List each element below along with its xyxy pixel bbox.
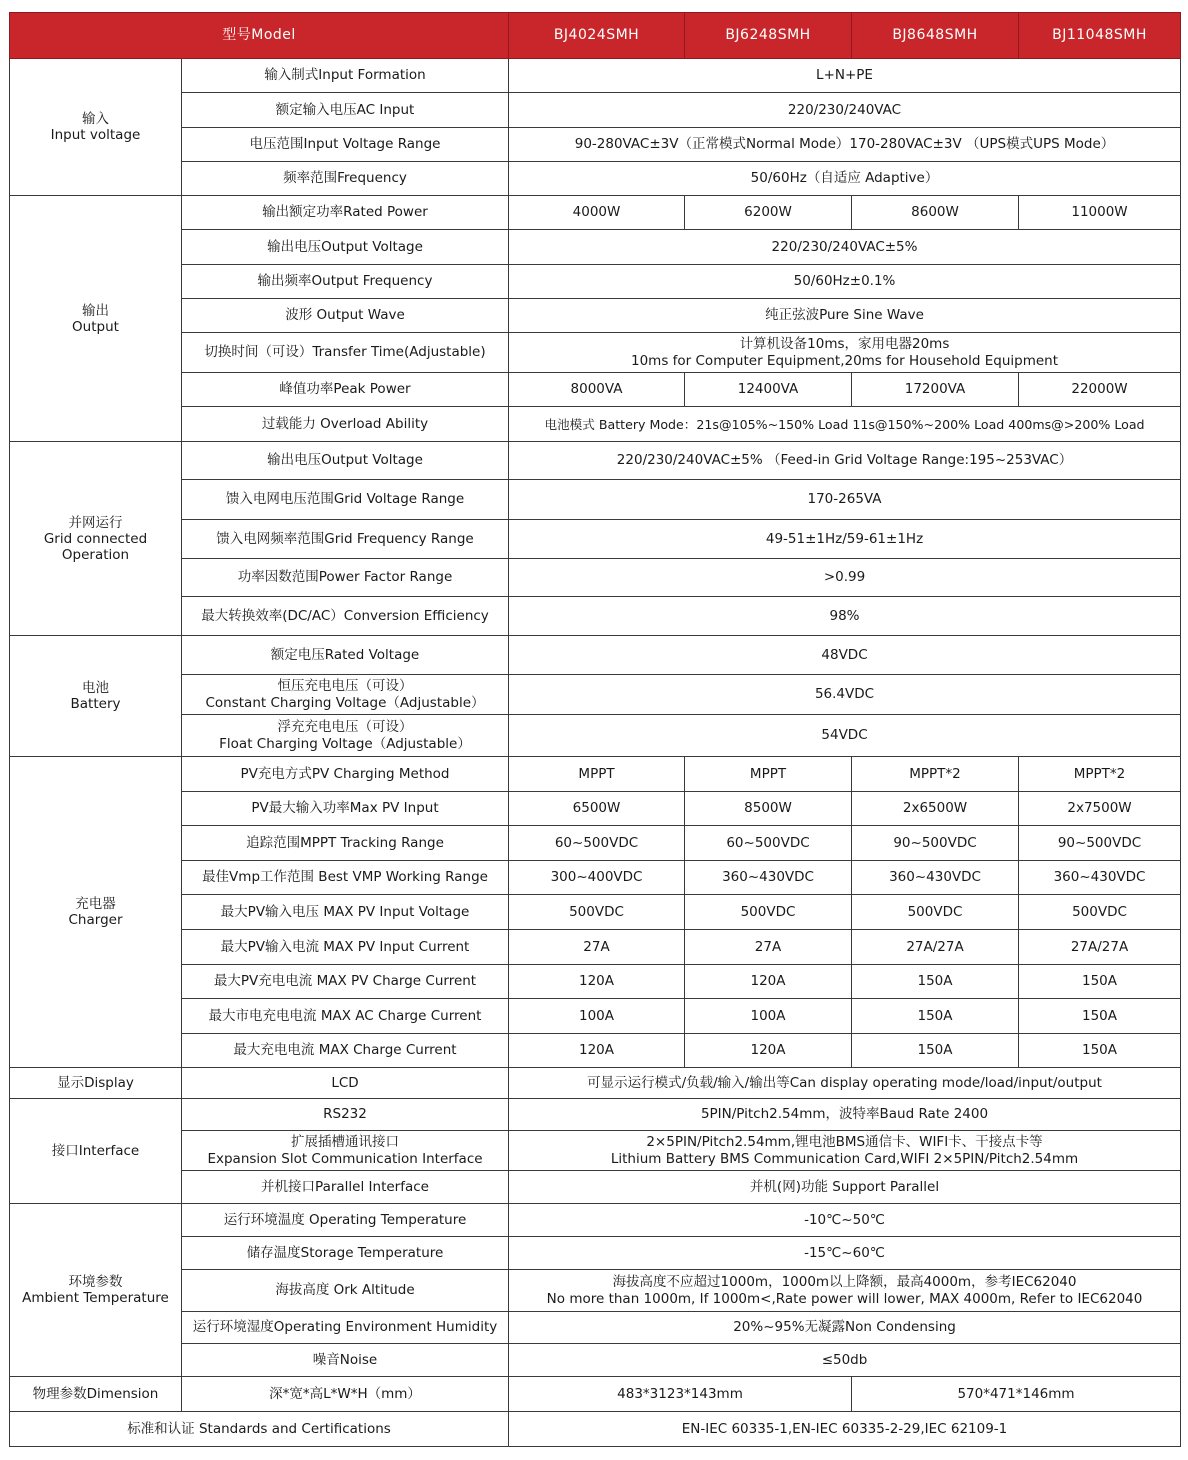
spec-value: 500VDC — [509, 895, 685, 930]
spec-row — [10, 1131, 1181, 1171]
spec-body — [10, 59, 1181, 1447]
spec-row — [10, 895, 1181, 930]
spec-row — [10, 442, 1181, 480]
spec-value: 150A — [1019, 999, 1181, 1034]
item-label — [182, 1204, 509, 1237]
category-label — [10, 636, 182, 757]
spec-row — [10, 196, 1181, 230]
category-label — [10, 1068, 182, 1099]
spec-row — [10, 1344, 1181, 1377]
model-name: BJ8648SMH — [852, 13, 1019, 59]
category-line: Operation — [61, 546, 130, 563]
spec-value: 150A — [852, 999, 1019, 1034]
item-line: 海拔高度 Ork Altitude — [275, 1282, 415, 1298]
spec-value: MPPT*2 — [852, 757, 1019, 792]
spec-value: 可显示运行模式/负载/输入/输出等Can display operating mode/load/input/output — [509, 1068, 1181, 1099]
item-line: 电压范围Input Voltage Range — [249, 136, 441, 152]
spec-value: 500VDC — [1019, 895, 1181, 930]
spec-value: 12400VA — [685, 373, 852, 407]
item-line: 峰值功率Peak Power — [279, 381, 411, 397]
category-line: 输入 — [82, 111, 109, 127]
category-line: Charger — [68, 912, 123, 928]
spec-row — [10, 299, 1181, 333]
spec-row — [10, 59, 1181, 93]
spec-row — [10, 965, 1181, 999]
category-line: 物理参数Dimension — [32, 1386, 159, 1402]
item-label — [182, 999, 509, 1034]
item-label — [182, 1312, 509, 1344]
spec-value: 220/230/240VAC — [509, 93, 1181, 128]
cell-line: 海拔高度不应超过1000m，1000m以上降额，最高4000m，参考IEC62040 — [612, 1273, 1077, 1290]
item-label — [182, 965, 509, 999]
cell-line: No more than 1000m, If 1000m<,Rate power will lower, MAX 4000m, Refer to IEC62040 — [546, 1290, 1143, 1307]
spec-row — [10, 1171, 1181, 1204]
category-line: Ambient Temperature — [22, 1290, 169, 1306]
item-line: 运行环境温度 Operating Temperature — [223, 1211, 467, 1228]
model-name: BJ11048SMH — [1019, 13, 1181, 59]
item-label — [182, 230, 509, 265]
item-label — [182, 675, 509, 715]
item-line: 输出电压Output Voltage — [267, 452, 423, 468]
item-label — [182, 792, 509, 826]
item-label — [182, 128, 509, 162]
spec-value: 360~430VDC — [1019, 861, 1181, 895]
spec-row — [10, 93, 1181, 128]
spec-value: 360~430VDC — [852, 861, 1019, 895]
spec-value: 100A — [685, 999, 852, 1034]
spec-row — [10, 675, 1181, 715]
spec-value: 6500W — [509, 792, 685, 826]
spec-value: 90~500VDC — [1019, 826, 1181, 861]
item-line: LCD — [331, 1074, 359, 1091]
item-label — [182, 162, 509, 196]
item-line: 运行环境湿度Operating Environment Humidity — [192, 1319, 498, 1335]
cell-line: 10ms for Computer Equipment,20ms for Household Equipment — [631, 352, 1059, 369]
spec-value: 60~500VDC — [685, 826, 852, 861]
item-line: 最大转换效率(DC/AC）Conversion Efficiency — [201, 607, 489, 624]
spec-value: 27A/27A — [852, 930, 1019, 965]
category-label — [10, 757, 182, 1068]
spec-value: ≤50db — [509, 1344, 1181, 1377]
spec-value: 220/230/240VAC±5% （Feed-in Grid Voltage Range:195~253VAC） — [509, 442, 1181, 480]
item-line: 深*宽*高L*W*H（mm） — [269, 1385, 421, 1402]
spec-value: 170-265VA — [509, 480, 1181, 520]
spec-value: MPPT*2 — [1019, 757, 1181, 792]
item-line: 过载能力 Overload Ability — [261, 415, 429, 432]
item-label — [182, 299, 509, 333]
spec-row — [10, 636, 1181, 675]
standards-label: 标准和认证 Standards and Certifications — [10, 1412, 509, 1447]
spec-row — [10, 597, 1181, 636]
item-label — [182, 715, 509, 757]
spec-value: 2x6500W — [852, 792, 1019, 826]
item-line: 噪音Noise — [312, 1351, 378, 1368]
item-line: 储存温度Storage Temperature — [246, 1244, 444, 1261]
spec-row — [10, 1237, 1181, 1270]
spec-row — [10, 1068, 1181, 1099]
spec-row — [10, 520, 1181, 559]
item-line: 波形 Output Wave — [285, 307, 405, 323]
category-line: 充电器 — [75, 896, 116, 912]
model-header-label: 型号Model — [10, 13, 509, 59]
spec-row — [10, 559, 1181, 597]
item-line: PV最大输入功率Max PV Input — [251, 800, 439, 816]
spec-value: 50/60Hz±0.1% — [509, 265, 1181, 299]
spec-value: 60~500VDC — [509, 826, 685, 861]
spec-table — [9, 12, 1181, 1447]
spec-value: 6200W — [685, 196, 852, 230]
item-label — [182, 1344, 509, 1377]
item-label — [182, 442, 509, 480]
spec-row — [10, 373, 1181, 407]
item-line: Expansion Slot Communication Interface — [207, 1150, 483, 1167]
spec-row — [10, 1412, 1181, 1447]
spec-value: 22000W — [1019, 373, 1181, 407]
item-label — [182, 826, 509, 861]
item-label — [182, 757, 509, 792]
item-line: 追踪范围MPPT Tracking Range — [246, 834, 444, 851]
model-name: BJ4024SMH — [509, 13, 685, 59]
category-label — [10, 196, 182, 442]
item-line: 最佳Vmp工作范围 Best VMP Working Range — [202, 869, 488, 885]
spec-value: 120A — [685, 1034, 852, 1068]
spec-value: 56.4VDC — [509, 675, 1181, 715]
model-name: BJ6248SMH — [685, 13, 852, 59]
item-line: 额定电压Rated Voltage — [270, 646, 420, 663]
item-line: 最大PV充电电流 MAX PV Charge Current — [213, 973, 477, 989]
item-line: 额定输入电压AC Input — [275, 101, 415, 118]
item-label — [182, 559, 509, 597]
item-line: 输出频率Output Frequency — [257, 273, 433, 289]
spec-value: 27A — [509, 930, 685, 965]
item-line: 切换时间（可设）Transfer Time(Adjustable) — [204, 344, 486, 360]
spec-value: 电池模式 Battery Mode：21s@105%~150% Load 11s@150%~200% Load 400ms@>200% Load — [509, 407, 1181, 442]
item-line: Constant Charging Voltage（Adjustable） — [205, 694, 485, 711]
item-line: 馈入电网频率范围Grid Frequency Range — [216, 530, 474, 547]
category-line: 环境参数 — [68, 1274, 123, 1290]
spec-value: 150A — [852, 1034, 1019, 1068]
spec-value — [509, 1270, 1181, 1312]
spec-value: 20%~95%无凝露Non Condensing — [509, 1312, 1181, 1344]
spec-value — [509, 1131, 1181, 1171]
category-line: Output — [72, 318, 119, 335]
item-label — [182, 1068, 509, 1099]
item-label — [182, 1270, 509, 1312]
spec-value — [509, 333, 1181, 373]
item-line: 输出额定功率Rated Power — [262, 204, 428, 220]
category-label — [10, 59, 182, 196]
spec-row — [10, 1034, 1181, 1068]
item-label — [182, 1131, 509, 1171]
spec-value: 27A/27A — [1019, 930, 1181, 965]
spec-value: 2x7500W — [1019, 792, 1181, 826]
spec-row — [10, 1377, 1181, 1412]
cell-line: Lithium Battery BMS Communication Card,WIFI 2×5PIN/Pitch2.54mm — [610, 1150, 1079, 1167]
spec-value: 120A — [685, 965, 852, 999]
item-label — [182, 333, 509, 373]
item-label — [182, 59, 509, 93]
spec-row — [10, 128, 1181, 162]
spec-value: 98% — [509, 597, 1181, 636]
item-line: 频率范围Frequency — [283, 170, 407, 186]
spec-value: 50/60Hz（自适应 Adaptive） — [509, 162, 1181, 196]
category-line: 输出 — [82, 302, 109, 319]
spec-value: 90~500VDC — [852, 826, 1019, 861]
spec-row — [10, 1312, 1181, 1344]
spec-value: 570*471*146mm — [852, 1377, 1181, 1412]
item-line: RS232 — [323, 1106, 367, 1122]
category-line: 并网运行 — [68, 514, 123, 531]
spec-value: 90-280VAC±3V（正常模式Normal Mode）170-280VAC±3V （UPS模式UPS Mode） — [509, 128, 1181, 162]
category-line: 电池 — [82, 680, 109, 696]
spec-row — [10, 1099, 1181, 1131]
spec-value: 48VDC — [509, 636, 1181, 675]
item-line: 浮充充电电压（可设） — [277, 718, 413, 735]
spec-row — [10, 792, 1181, 826]
item-label — [182, 597, 509, 636]
item-line: 功率因数范围Power Factor Range — [237, 569, 453, 585]
spec-row — [10, 162, 1181, 196]
spec-row — [10, 333, 1181, 373]
item-label — [182, 196, 509, 230]
spec-value: 54VDC — [509, 715, 1181, 757]
spec-value: 49-51±1Hz/59-61±1Hz — [509, 520, 1181, 559]
item-label — [182, 265, 509, 299]
spec-value: 8500W — [685, 792, 852, 826]
spec-row — [10, 715, 1181, 757]
spec-row — [10, 861, 1181, 895]
item-line: 最大PV输入电流 MAX PV Input Current — [220, 938, 470, 955]
spec-value: >0.99 — [509, 559, 1181, 597]
spec-row — [10, 826, 1181, 861]
category-line: 接口Interface — [51, 1143, 140, 1159]
spec-value: 100A — [509, 999, 685, 1034]
item-label — [182, 1171, 509, 1204]
item-line: 并机接口Parallel Interface — [261, 1178, 429, 1195]
spec-value: EN-IEC 60335-1,EN-IEC 60335-2-29,IEC 62109-1 — [509, 1412, 1181, 1447]
spec-row — [10, 1270, 1181, 1312]
item-label — [182, 895, 509, 930]
header-row — [10, 13, 1181, 59]
category-line: Grid connected — [43, 530, 148, 547]
item-line: 馈入电网电压范围Grid Voltage Range — [225, 491, 465, 507]
item-label — [182, 93, 509, 128]
spec-value: 220/230/240VAC±5% — [509, 230, 1181, 265]
spec-value: MPPT — [509, 757, 685, 792]
spec-value: 并机(网)功能 Support Parallel — [509, 1171, 1181, 1204]
item-line: 输入制式Input Formation — [264, 67, 426, 83]
spec-value: 150A — [852, 965, 1019, 999]
spec-value: 17200VA — [852, 373, 1019, 407]
spec-value: MPPT — [685, 757, 852, 792]
spec-row — [10, 757, 1181, 792]
spec-value: 120A — [509, 1034, 685, 1068]
item-line: Float Charging Voltage（Adjustable） — [219, 735, 471, 752]
item-label — [182, 1237, 509, 1270]
item-line: 恒压充电电压（可设） — [277, 677, 413, 694]
item-line: 最大市电充电电流 MAX AC Charge Current — [208, 1007, 482, 1024]
spec-value: -10℃~50℃ — [509, 1204, 1181, 1237]
spec-row — [10, 265, 1181, 299]
spec-row — [10, 480, 1181, 520]
spec-value: 300~400VDC — [509, 861, 685, 895]
item-label — [182, 861, 509, 895]
item-label — [182, 480, 509, 520]
spec-row — [10, 999, 1181, 1034]
spec-value: -15℃~60℃ — [509, 1237, 1181, 1270]
category-line: Input voltage — [50, 127, 141, 143]
category-label — [10, 442, 182, 636]
spec-value: 120A — [509, 965, 685, 999]
spec-value: 150A — [1019, 1034, 1181, 1068]
item-label — [182, 1099, 509, 1131]
item-label — [182, 1377, 509, 1412]
item-line: 最大PV输入电压 MAX PV Input Voltage — [220, 903, 470, 920]
spec-row — [10, 1204, 1181, 1237]
category-label — [10, 1204, 182, 1377]
spec-row — [10, 407, 1181, 442]
category-label — [10, 1377, 182, 1412]
category-line: Battery — [70, 696, 121, 712]
spec-value: 11000W — [1019, 196, 1181, 230]
spec-value: 纯正弦波Pure Sine Wave — [509, 299, 1181, 333]
spec-value: 4000W — [509, 196, 685, 230]
spec-value: 500VDC — [685, 895, 852, 930]
item-line: 扩展插槽通讯接口 — [291, 1133, 399, 1150]
spec-value: 8600W — [852, 196, 1019, 230]
item-label — [182, 373, 509, 407]
item-label — [182, 407, 509, 442]
cell-line: 计算机设备10ms，家用电器20ms — [739, 335, 950, 352]
spec-value: 8000VA — [509, 373, 685, 407]
spec-value: 150A — [1019, 965, 1181, 999]
spec-row — [10, 230, 1181, 265]
spec-value: 483*3123*143mm — [509, 1377, 852, 1412]
item-label — [182, 636, 509, 675]
spec-value: L+N+PE — [509, 59, 1181, 93]
item-line: PV充电方式PV Charging Method — [240, 765, 450, 782]
item-label — [182, 1034, 509, 1068]
item-label — [182, 520, 509, 559]
spec-value: 500VDC — [852, 895, 1019, 930]
spec-value: 27A — [685, 930, 852, 965]
category-label — [10, 1099, 182, 1204]
item-line: 输出电压Output Voltage — [267, 238, 423, 255]
item-label — [182, 930, 509, 965]
cell-line: 2×5PIN/Pitch2.54mm,锂电池BMS通信卡、WIFI卡、干接点卡等 — [646, 1133, 1043, 1150]
item-line: 最大充电电流 MAX Charge Current — [233, 1042, 457, 1058]
spec-value: 360~430VDC — [685, 861, 852, 895]
spec-value: 5PIN/Pitch2.54mm，波特率Baud Rate 2400 — [509, 1099, 1181, 1131]
category-line: 显示Display — [57, 1075, 134, 1091]
spec-row — [10, 930, 1181, 965]
